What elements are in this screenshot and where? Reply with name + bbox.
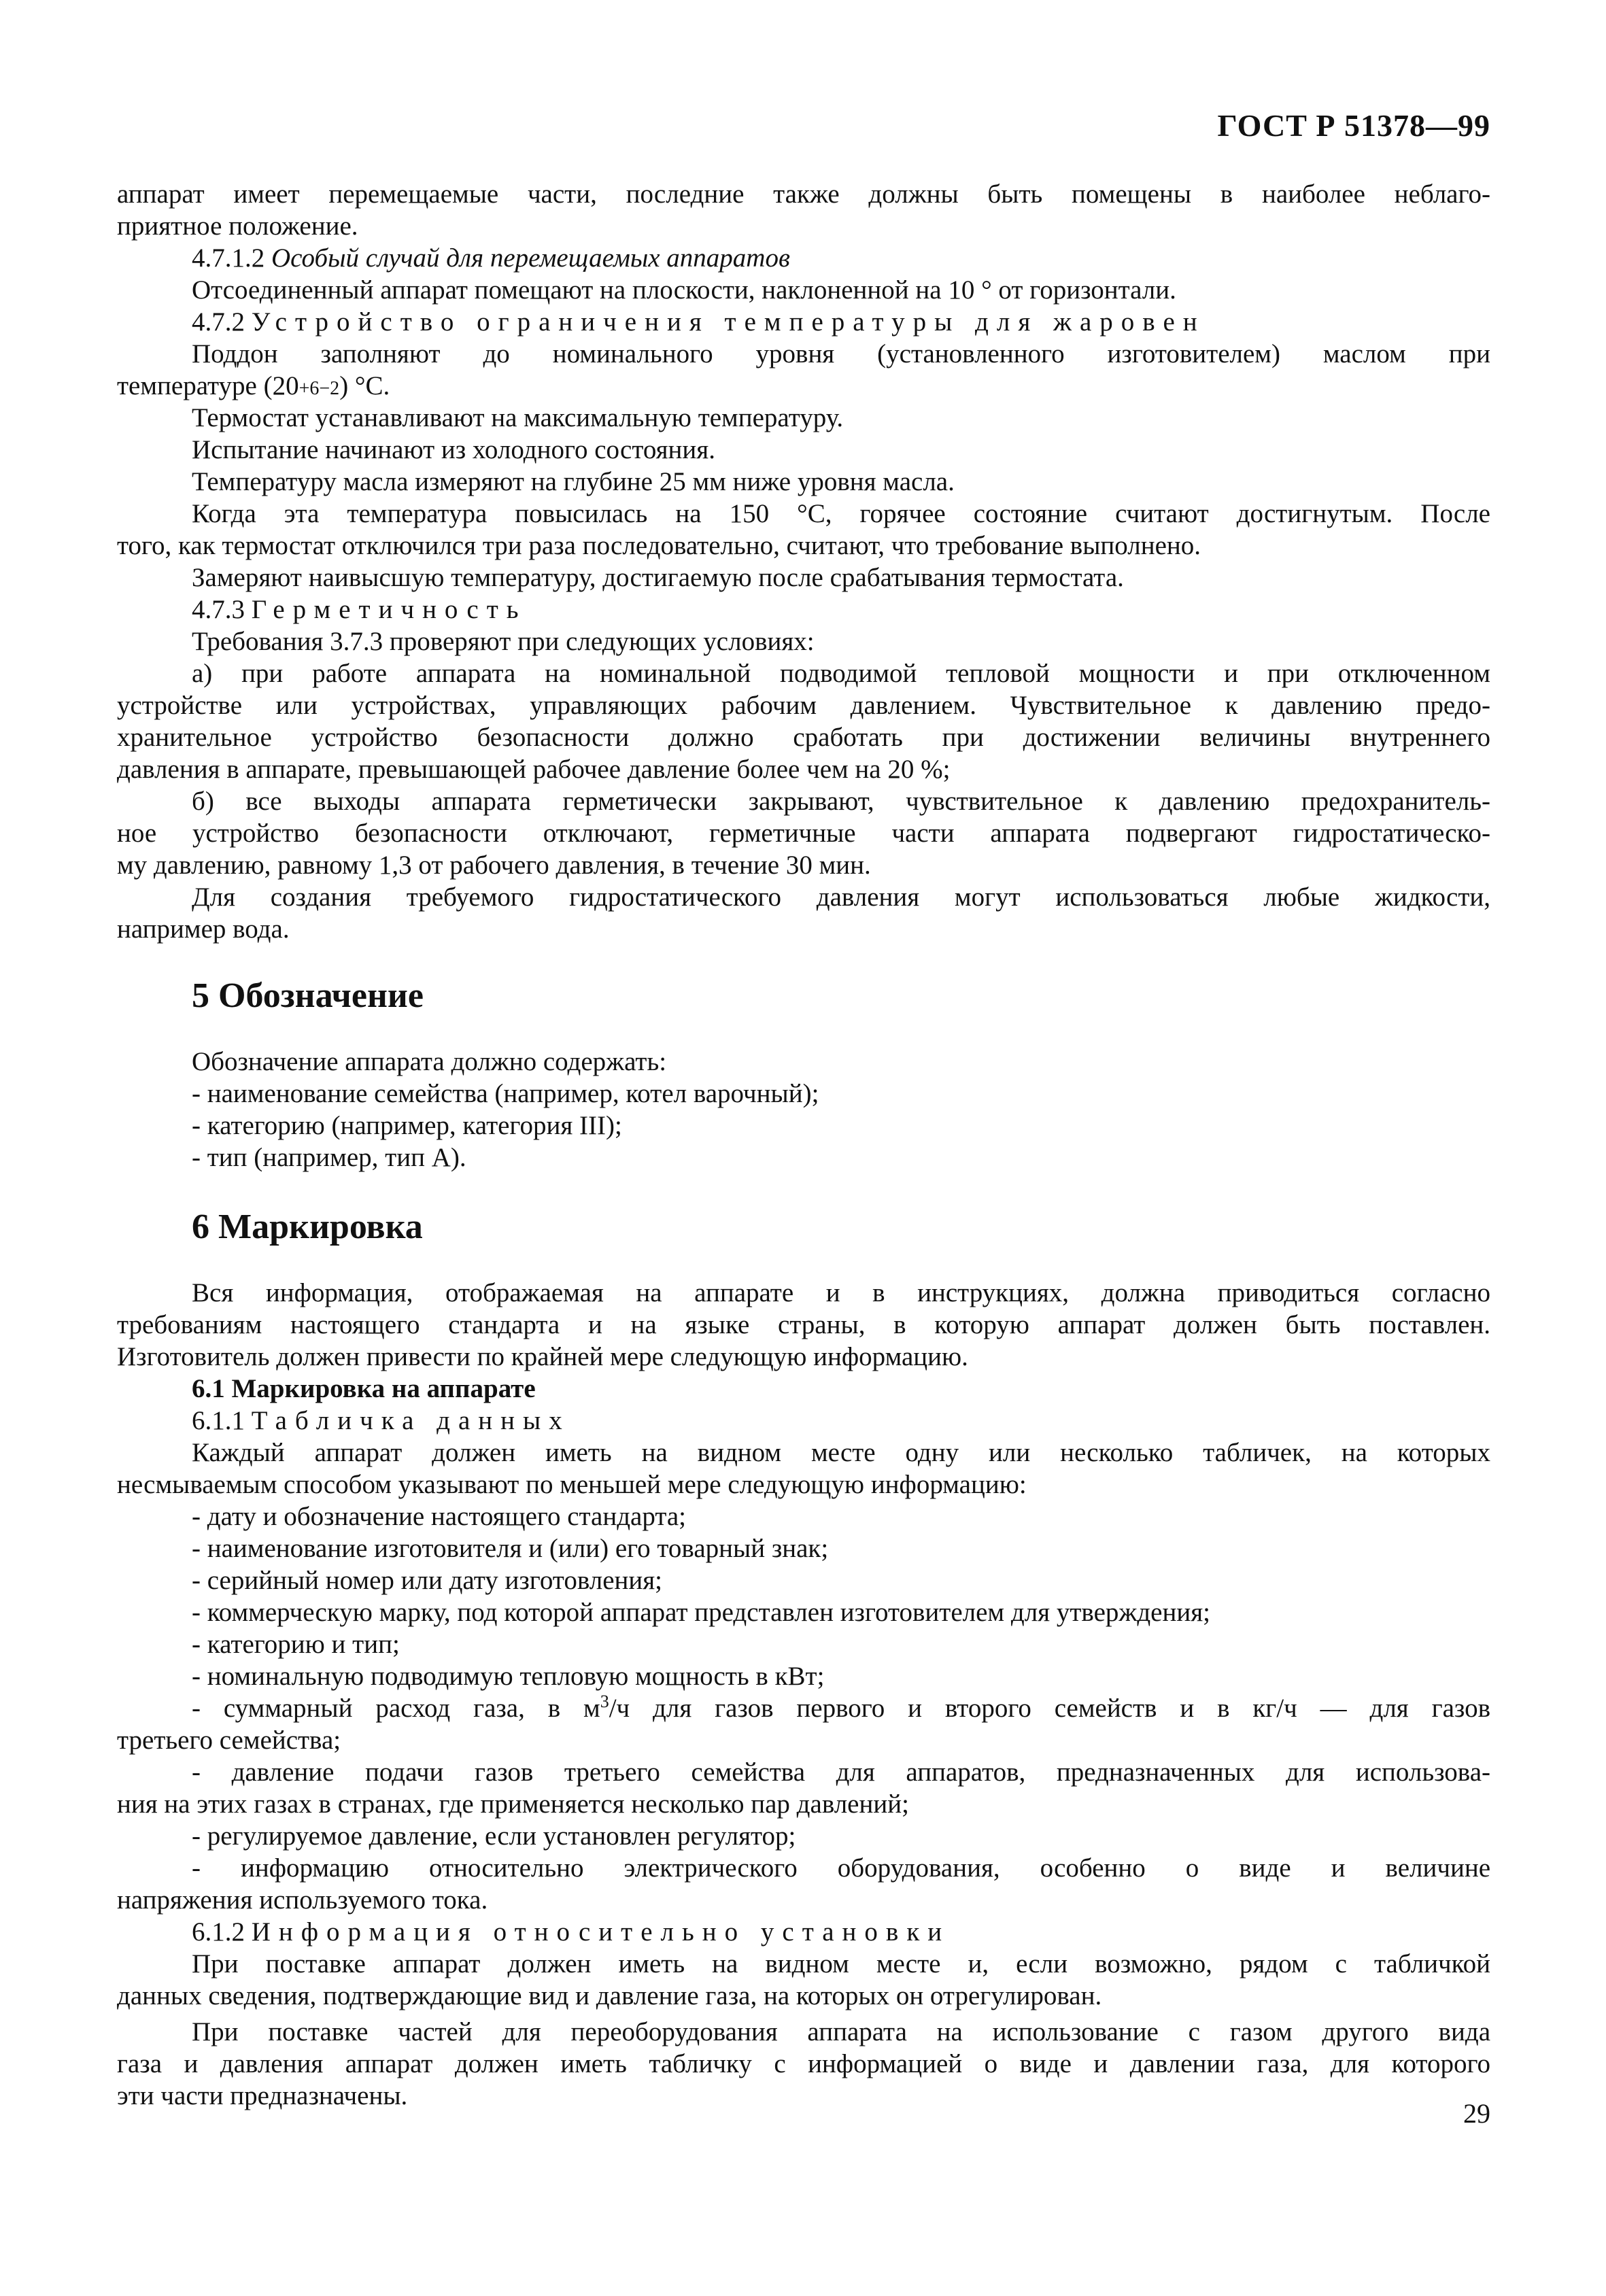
text-line: Изготовитель должен привести по крайней мере следующую информацию.	[117, 1342, 968, 1371]
section-6-heading: 6 Маркировка	[192, 1207, 423, 1246]
text-line: напряжения используемого тока.	[117, 1885, 488, 1915]
text-line: При поставке аппарат должен иметь на видном месте и, если возможно, рядом с табличкой	[192, 1949, 1490, 1978]
text-fragment: температуре (20	[117, 371, 299, 400]
list-item: - информацию относительно электрического оборудования, особенно о виде и величине	[192, 1853, 1490, 1883]
clause-4-7-1-2	[117, 242, 1490, 274]
clause-4-7-3	[117, 594, 1490, 626]
clause-title: Табличка данных	[251, 1406, 570, 1435]
list-item: - серийный номер или дату изготовления;	[192, 1566, 663, 1595]
list-item-gas-flow	[117, 1692, 1490, 1724]
text-line: Замеряют наивысшую температуру, достигаемую после срабатывания термостата.	[192, 563, 1124, 592]
list-item: - дату и обозначение настоящего стандарта;	[192, 1502, 687, 1531]
clause-number: 6.1.1	[192, 1406, 245, 1435]
list-item: - наименование изготовителя и (или) его товарный знак;	[192, 1534, 829, 1563]
text-line: например вода.	[117, 914, 290, 944]
text-line: эти части предназначены.	[117, 2081, 408, 2110]
list-item: - тип (например, тип А).	[192, 1143, 466, 1172]
text-line: того, как термостат отключился три раза последовательно, считают, что требование выполнено.	[117, 531, 1201, 560]
list-item: - давление подачи газов третьего семейства для аппаратов, предназначенных для использова-	[192, 1758, 1490, 1787]
clause-number: 4.7.3	[192, 595, 245, 624]
temperature-line	[117, 370, 1490, 402]
text-line: Поддон заполняют до номинального уровня (установленного изготовителем) маслом при	[192, 339, 1490, 369]
list-item: - регулируемое давление, если установлен регулятор;	[192, 1821, 796, 1851]
clause-title: Герметичность	[251, 595, 527, 624]
clause-title: Устройство ограничения температуры для жаровен	[251, 307, 1206, 337]
text-line: требованиям настоящего стандарта и на языке страны, в которую аппарат должен быть поставлен.	[117, 1310, 1490, 1339]
clause-number: 4.7.1.2	[192, 243, 265, 273]
superscript: 3	[600, 1692, 609, 1711]
document-id-header: ГОСТ Р 51378—99	[1217, 108, 1490, 143]
tolerance-lower: −2	[319, 378, 340, 399]
text-line: б) все выходы аппарата герметически закрывают, чувствительное к давлению предохранитель-	[192, 787, 1490, 816]
text-line: ное устройство безопасности отключают, герметичные части аппарата подвергают гидростатическо-	[117, 819, 1490, 848]
list-item: - категорию и тип;	[192, 1630, 400, 1659]
text-line: Отсоединенный аппарат помещают на плоскости, наклоненной на 10 ° от горизонтали.	[192, 275, 1176, 305]
text-line: Каждый аппарат должен иметь на видном месте одну или несколько табличек, на которых	[192, 1438, 1490, 1467]
text-line: хранительное устройство безопасности должно сработать при достижении величины внутреннего	[117, 723, 1490, 752]
text-line: Требования 3.7.3 проверяют при следующих условиях:	[192, 627, 815, 656]
text-line: приятное положение.	[117, 211, 358, 241]
text-line: При поставке частей для переоборудования аппарата на использование с газом другого вида	[192, 2017, 1490, 2046]
text-line: му давлению, равному 1,3 от рабочего давления, в течение 30 мин.	[117, 851, 871, 880]
text-line: Вся информация, отображаемая на аппарате и в инструкциях, должна приводиться согласно	[192, 1278, 1490, 1307]
list-item: - номинальную подводимую тепловую мощность в кВт;	[192, 1662, 825, 1691]
text-line: Для создания требуемого гидростатического давления могут использоваться любые жидкости,	[192, 883, 1490, 912]
clause-number: 4.7.2	[192, 307, 245, 337]
clause-title: Особый случай для перемещаемых аппаратов	[271, 243, 790, 273]
list-item: - наименование семейства (например, котел варочный);	[192, 1079, 819, 1108]
text-fragment: /ч для газов первого и второго семейств и в кг/ч — для газов	[609, 1694, 1491, 1723]
page-number: 29	[1463, 2098, 1490, 2129]
text-line: Температуру масла измеряют на глубине 25 мм ниже уровня масла.	[192, 467, 955, 496]
list-item: - категорию (например, категория III);	[192, 1111, 622, 1140]
tolerance-upper: +6	[298, 378, 320, 399]
text-line: Термостат устанавливают на максимальную температуру.	[192, 403, 844, 432]
text-fragment: - суммарный расход газа, в м	[192, 1694, 600, 1723]
text-line: ния на этих газах в странах, где применяется несколько пар давлений;	[117, 1789, 909, 1819]
document-body	[117, 178, 1490, 2112]
text-line: Обозначение аппарата должно содержать:	[192, 1047, 667, 1076]
subsection-6-1-heading: 6.1 Маркировка на аппарате	[192, 1374, 536, 1403]
section-5-heading: 5 Обозначение	[192, 976, 424, 1015]
text-line: Когда эта температура повысилась на 150 °С, горячее состояние считают достигнутым. После	[192, 499, 1490, 528]
text-line: Испытание начинают из холодного состояния.	[192, 435, 715, 464]
text-line: а) при работе аппарата на номинальной подводимой тепловой мощности и при отключенном	[192, 659, 1490, 688]
clause-6-1-1	[117, 1405, 1490, 1437]
document-page	[117, 0, 1490, 2296]
text-line: газа и давления аппарат должен иметь табличку с информацией о виде и давлении газа, для которого	[117, 2049, 1490, 2078]
clause-title: Информация относительно установки	[251, 1917, 951, 1947]
clause-4-7-2	[117, 306, 1490, 338]
text-line: давления в аппарате, превышающей рабочее давление более чем на 20 %;	[117, 755, 951, 784]
text-line: устройстве или устройствах, управляющих рабочим давлением. Чувствительное к давлению предо-	[117, 691, 1490, 720]
text-line: данных сведения, подтверждающие вид и давление газа, на которых он отрегулирован.	[117, 1981, 1102, 2010]
list-item: - коммерческую марку, под которой аппарат представлен изготовителем для утверждения;	[192, 1598, 1210, 1627]
text-line: третьего семейства;	[117, 1726, 341, 1755]
text-line: несмываемым способом указывают по меньшей мере следующую информацию:	[117, 1470, 1027, 1499]
text-line: аппарат имеет перемещаемые части, последние также должны быть помещены в наиболее неблаго-	[117, 179, 1490, 209]
clause-number: 6.1.2	[192, 1917, 245, 1947]
text-fragment: ) °С.	[339, 371, 390, 400]
clause-6-1-2	[117, 1916, 1490, 1948]
